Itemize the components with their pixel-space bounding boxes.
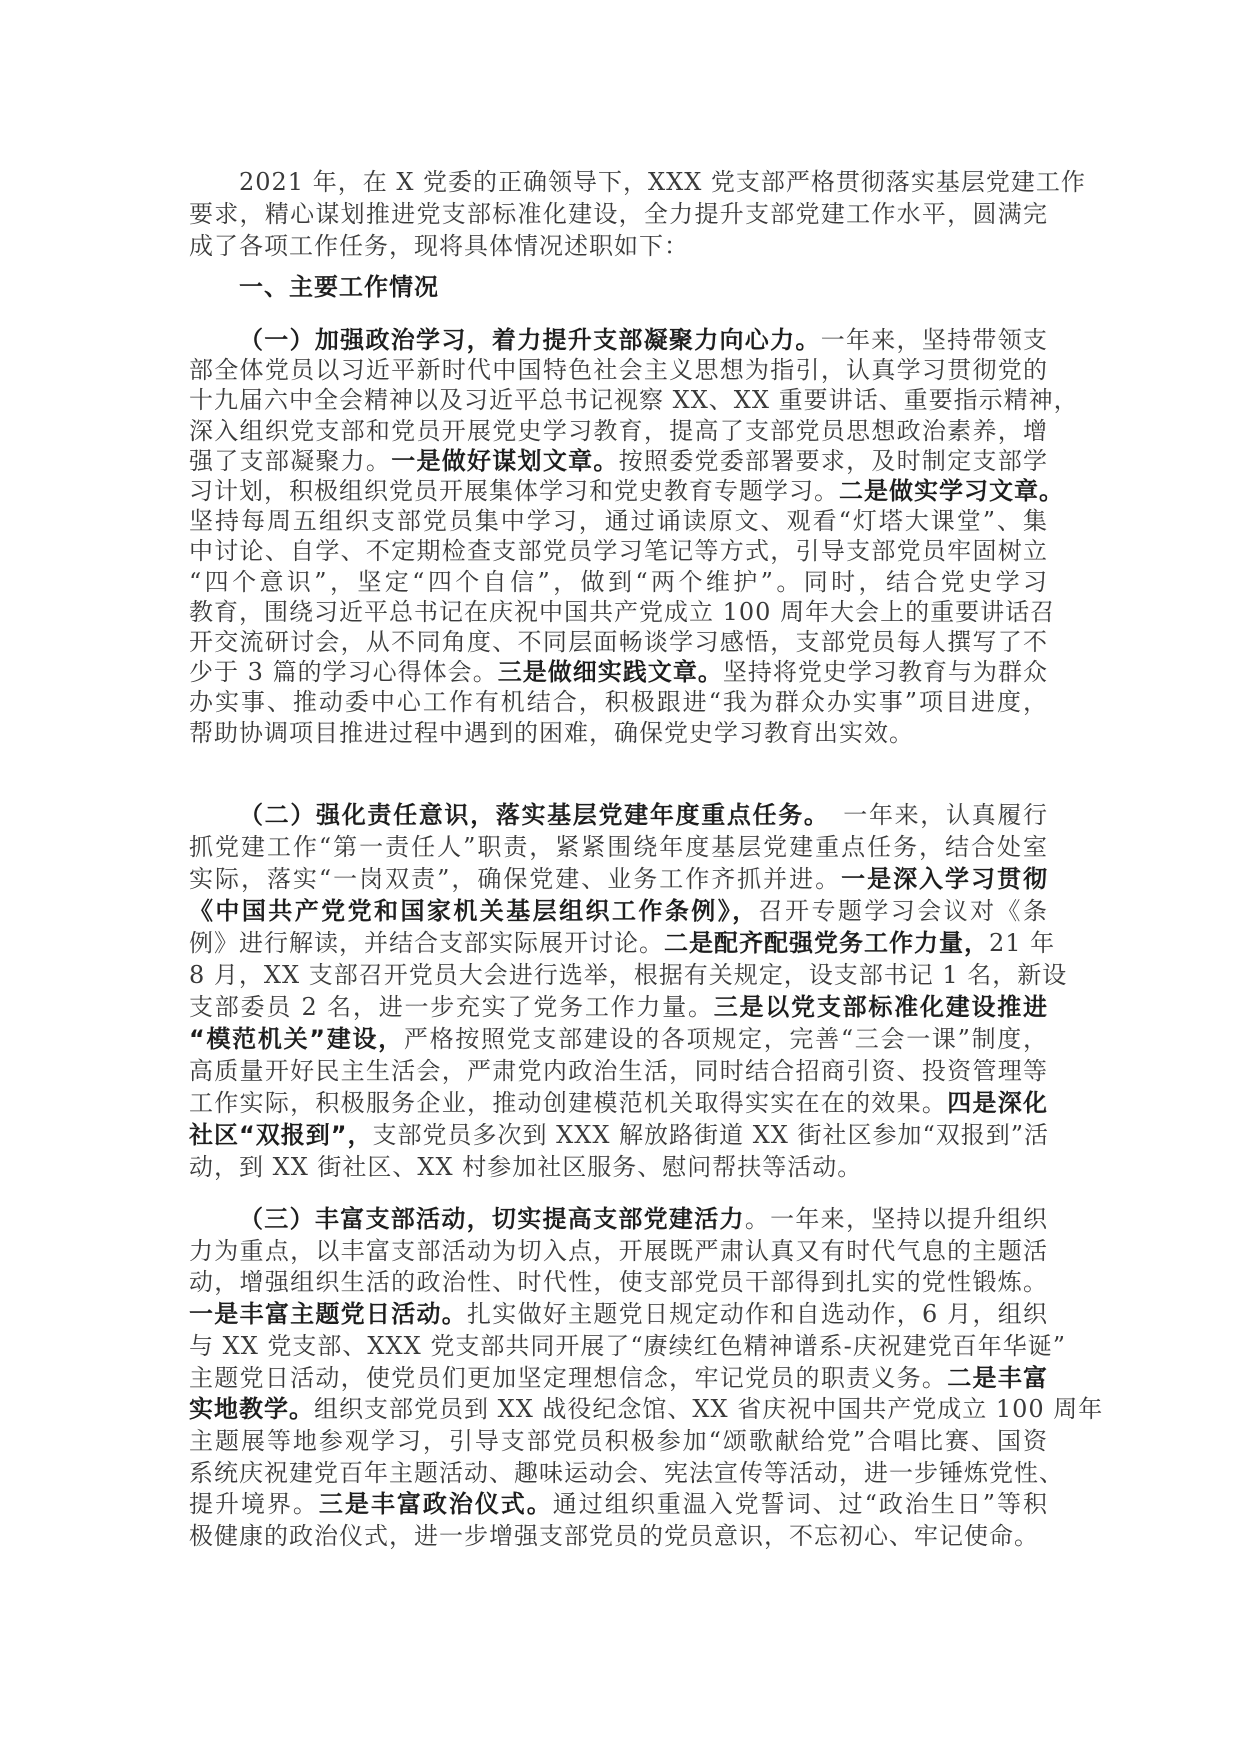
text-line [189, 1426, 1048, 1458]
text-line [189, 597, 1056, 627]
body-text: 按照委党委部署要求，及时制定支部学 [618, 446, 1049, 475]
body-text: 召开专题学习会议对《条 [758, 897, 1048, 925]
body-text: 教育，围绕习近平总书记在庆祝中国共产党成立 100 周年大会上的重要讲话召 [189, 597, 1056, 626]
text-line [189, 799, 1048, 831]
bold-text: 四是深化 [947, 1089, 1049, 1117]
bold-text: 一、主要工作情况 [239, 273, 439, 301]
body-text: 系统庆祝建党百年主题活动、趣味运动会、宪法宣传等活动，进一步锤炼党性、 [189, 1458, 1064, 1487]
text-line [189, 863, 1048, 895]
text-line [189, 627, 1048, 657]
bold-text: 三是丰富政治仪式。 [318, 1490, 553, 1519]
bold-text: 一是深入学习贯彻 [841, 865, 1048, 893]
body-text: 习计划，积极组织党员开展集体学习和党史教育专题学习。 [189, 477, 839, 506]
body-text: 动，增强组织生活的政治性、时代性，使支部党员干部得到扎实的党性锻炼。 [189, 1268, 1048, 1297]
text-line [189, 687, 1048, 717]
text-line [189, 385, 1079, 415]
text-line [189, 1204, 1048, 1236]
body-text: 主题展等地参观学习，引导支部党员积极参加“颂歌献给党”合唱比赛、国资 [189, 1426, 1048, 1455]
body-text: “四个意识”，坚定“四个自信”，做到“两个维护”。同时，结合党史学习 [189, 567, 1048, 596]
body-text: 通过组织重温入党誓词、过“政治生日”等积 [552, 1490, 1049, 1519]
body-text: 动，到 XX 街社区、XX 村参加社区服务、慰问帮扶等活动。 [189, 1153, 863, 1181]
text-line [189, 1236, 1048, 1268]
text-line [189, 325, 1048, 355]
text-line [189, 1055, 1048, 1087]
bold-text: 社区“双报到”， [189, 1121, 373, 1149]
body-text: 例》进行解读，并结合支部实际展开讨论。 [189, 929, 664, 957]
text-line [189, 1023, 1048, 1055]
body-text: 坚持每周五组织支部党员集中学习，通过诵读原文、观看“灯塔大课堂”、集 [189, 507, 1048, 536]
body-text: 2021 年，在 X 党委的正确领导下，XXX 党支部严格贯彻落实基层党建工作 [239, 168, 1086, 196]
body-text: 实际，落实“一岗双责”，确保党建、业务工作齐抓并进。 [189, 865, 842, 893]
text-line [189, 446, 1048, 476]
body-text: 十九届六中全会精神以及习近平总书记视察 XX、XX 重要讲话、重要指示精神， [189, 386, 1079, 415]
body-text: 工作实际，积极服务企业，推动创建模范机关取得实实在在的效果。 [189, 1089, 948, 1117]
body-text: 少于 3 篇的学习心得体会。 [189, 658, 498, 687]
body-text: 部全体党员以习近平新时代中国特色社会主义思想为指引，认真学习贯彻党的 [189, 356, 1048, 385]
text-line [189, 1363, 1048, 1395]
text-line [189, 416, 1048, 446]
text-line [189, 567, 1048, 597]
intro-paragraph [189, 166, 1086, 262]
text-line [189, 198, 1048, 230]
text-line [189, 271, 1048, 303]
text-line [189, 718, 1048, 748]
text-line [189, 1331, 1066, 1363]
bold-text: 《中国共产党党和国家机关基层组织工作条例》， [189, 897, 759, 925]
body-text: 中讨论、自学、不定期检查支部党员学习笔记等方式，引导支部党员牢固树立 [189, 537, 1048, 566]
body-text: 深入组织党支部和党员开展党史学习教育，提高了支部党员思想政治素养，增 [189, 416, 1048, 445]
bold-text: 三是以党支部标准化建设推进 [713, 993, 1048, 1021]
body-text: 支部委员 2 名，进一步充实了党务工作力量。 [189, 993, 714, 1021]
text-line [189, 895, 1048, 927]
bold-text: 二是做实学习文章。 [839, 477, 1064, 506]
body-text: 抓党建工作“第一责任人”职责，紧紧围绕年度基层党建重点任务，结合处室 [189, 833, 1048, 861]
text-line [189, 1299, 1048, 1331]
text-line [189, 476, 1064, 506]
body-text: 组织支部党员到 XX 战役纪念馆、XX 省庆祝中国共产党成立 100 周年 [314, 1395, 1104, 1424]
bold-text: 二是丰富 [947, 1363, 1049, 1392]
body-text: 与 XX 党支部、XXX 党支部共同开展了“赓续红色精神谱系-庆祝建党百年华诞” [189, 1331, 1066, 1360]
bold-text: （一）加强政治学习，着力提升支部凝聚力向心力。 [239, 326, 821, 354]
text-line [189, 1394, 1104, 1426]
body-text: 帮助协调项目推进过程中遇到的困难，确保党史学习教育出实效。 [189, 718, 914, 747]
body-text: 8 月，XX 支部召开党员大会进行选举，根据有关规定，设支部书记 1 名，新设 [189, 961, 1068, 989]
body-text: 坚持将党史学习教育与为群众 [722, 658, 1049, 687]
text-line [189, 991, 1048, 1023]
bold-text: （二）强化责任意识，落实基层党建年度重点任务。 [239, 801, 818, 829]
text-line [189, 230, 1048, 262]
body-text: 扎实做好主题党日规定动作和自选动作，6 月，组织 [467, 1300, 1048, 1329]
text-line [189, 1119, 1048, 1151]
text-line [189, 536, 1048, 566]
text-line [189, 959, 1068, 991]
text-line [189, 927, 1056, 959]
bold-text: 三是做细实践文章。 [497, 658, 723, 687]
bold-text: 二是配齐配强党务工作力量， [664, 929, 989, 957]
bold-text: 一是丰富主题党日活动。 [189, 1300, 468, 1329]
bold-text: “模范机关”建设， [189, 1025, 404, 1053]
bold-text: （三）丰富支部活动，切实提高支部党建活力 [239, 1205, 745, 1233]
body-text: 极健康的政治仪式，进一步增强支部党员的党员意识，不忘初心、牢记使命。 [189, 1522, 1039, 1551]
text-line [189, 1458, 1064, 1490]
text-line [189, 657, 1048, 687]
text-line [189, 506, 1048, 536]
body-text: 支部党员多次到 XXX 解放路街道 XX 街社区参加“双报到”活 [372, 1121, 1050, 1149]
paragraph-political-study [189, 325, 1079, 748]
text-line [189, 831, 1048, 863]
body-text: 主题党日活动，使党员们更加坚定理想信念，牢记党员的职责义务。 [189, 1363, 948, 1392]
body-text: 强了支部凝聚力。 [189, 446, 392, 475]
text-line [189, 1151, 1048, 1183]
body-text: 。一年来，坚持以提升组织 [744, 1205, 1049, 1233]
text-line [189, 1087, 1048, 1119]
body-text: 21 年 [989, 929, 1056, 957]
body-text: 办实事、推动委中心工作有机结合，积极跟进“我为群众办实事”项目进度， [189, 688, 1048, 717]
section-heading [189, 271, 1048, 303]
body-text: 高质量开好民主生活会，严肃党内政治生活，同时结合招商引资、投资管理等 [189, 1057, 1048, 1085]
text-line [189, 355, 1048, 385]
body-text: 开交流研讨会，从不同角度、不同层面畅谈学习感悟，支部党员每人撰写了不 [189, 628, 1048, 657]
body-text: 成了各项工作任务，现将具体情况述职如下： [189, 232, 689, 260]
bold-text: 一是做好谋划文章。 [391, 446, 619, 475]
body-text: 力为重点，以丰富支部活动为切入点，开展既严肃认真又有时代气息的主题活 [189, 1236, 1048, 1265]
body-text: 一年来，认真履行 [817, 801, 1049, 829]
paragraph-branch-activities [189, 1204, 1104, 1553]
body-text: 提升境界。 [189, 1490, 319, 1519]
bold-text: 实地教学。 [189, 1395, 314, 1424]
paragraph-responsibility [189, 799, 1068, 1183]
text-line [189, 166, 1086, 198]
text-line [189, 1521, 1048, 1553]
body-text: 一年来，坚持带领支 [820, 326, 1049, 354]
text-line [189, 1267, 1048, 1299]
body-text: 要求，精心谋划推进党支部标准化建设，全力提升支部党建工作水平，圆满完 [189, 200, 1048, 228]
body-text: 严格按照党支部建设的各项规定，完善“三会一课”制度， [403, 1025, 1048, 1053]
text-line [189, 1489, 1048, 1521]
